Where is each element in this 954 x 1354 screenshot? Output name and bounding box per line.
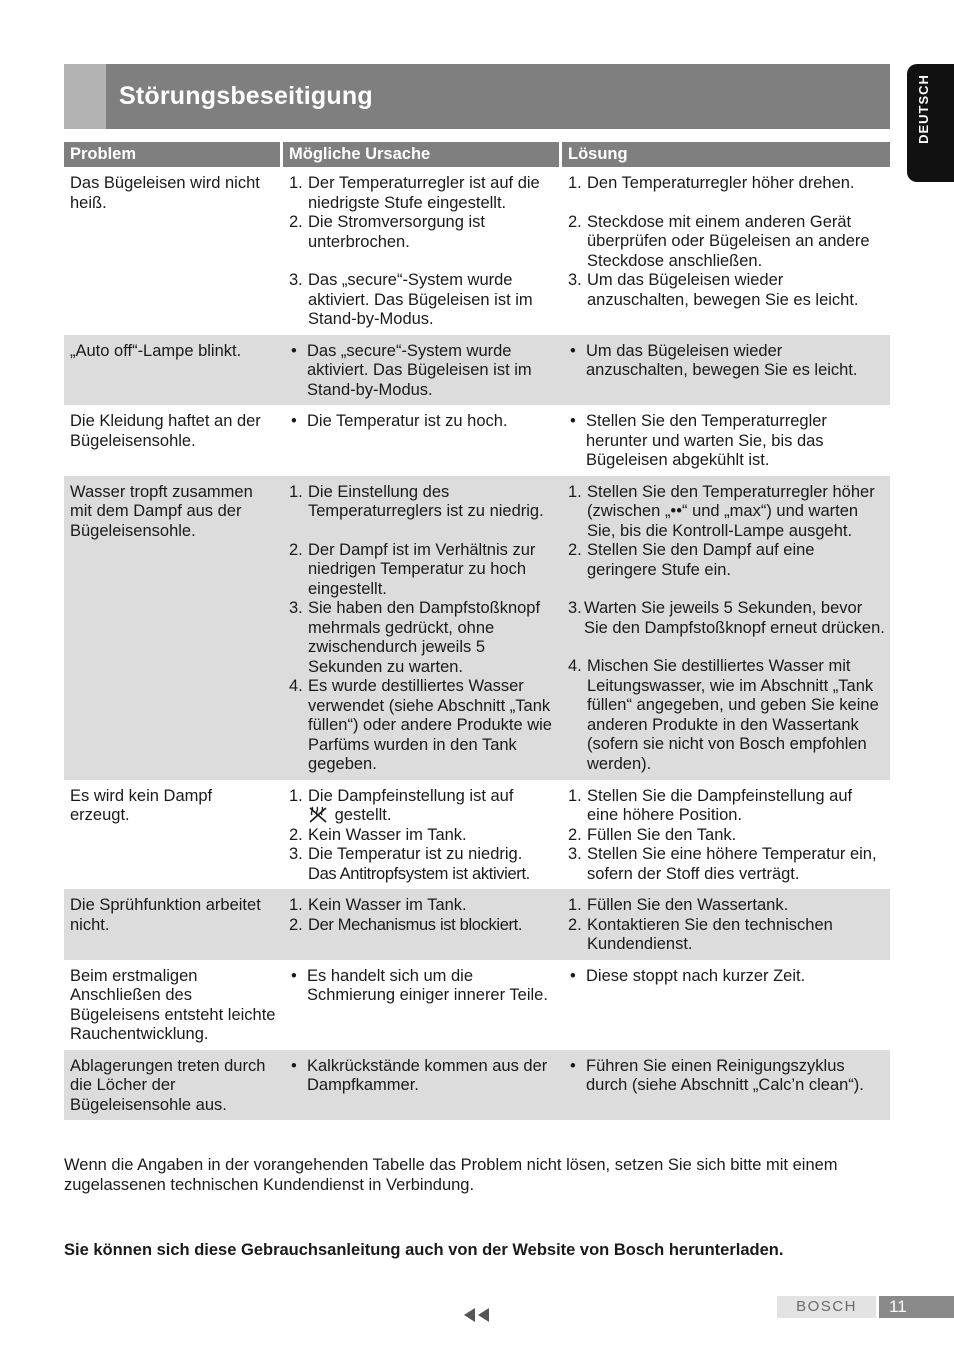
column-header-problem: Problem bbox=[64, 142, 280, 167]
solution-cell bbox=[559, 335, 890, 406]
problem-cell: Die Kleidung haftet an der Bügeleisensohle. bbox=[70, 412, 261, 450]
list-item: 3. Sie haben den Dampfstoßknopf mehrmals gedrückt, ohne zwischendurch jeweils 5 Sekunden zu warten. bbox=[289, 599, 541, 676]
list-item: 2. Kontaktieren Sie den technischen Kundendienst. bbox=[568, 915, 833, 953]
list-item: 3. Um das Bügeleisen wieder anzuschalten, bewegen Sie es leicht. bbox=[568, 271, 859, 309]
problem-cell: „Auto off“-Lampe blinkt. bbox=[64, 335, 280, 406]
list-item: 3. Stellen Sie eine höhere Temperatur ein, sofern der Stoff dies verträgt. bbox=[568, 845, 877, 883]
cause-cell bbox=[280, 476, 559, 780]
solution-cell bbox=[559, 405, 890, 476]
list-item: 1. Die Einstellung des Temperaturreglers ist zu niedrig. bbox=[289, 482, 544, 520]
cause-cell bbox=[280, 889, 559, 960]
list-item: 2. Der Mechanismus ist blockiert. bbox=[289, 915, 523, 934]
solution-cell bbox=[559, 960, 890, 1050]
problem-cell: Das Bügeleisen wird nicht heiß. bbox=[70, 174, 260, 212]
problem-cell: Die Sprühfunktion arbeitet nicht. bbox=[64, 889, 280, 960]
problem-cell: Wasser tropft zusammen mit dem Dampf aus der Bügeleisensohle. bbox=[64, 476, 280, 780]
column-header-solution: Lösung bbox=[559, 142, 890, 167]
list-item: • Es handelt sich um die Schmierung einiger innerer Teile. bbox=[291, 966, 548, 1004]
list-item: 2. Füllen Sie den Tank. bbox=[568, 825, 737, 844]
list-item: 1. Stellen Sie den Temperaturregler höher (zwischen „••“ und „max“) und warten Sie, bis die Kontroll-Lampe ausgeht. bbox=[568, 482, 875, 540]
cause-cell bbox=[280, 780, 559, 890]
section-header bbox=[64, 64, 890, 129]
table-row bbox=[64, 1050, 890, 1121]
double-left-arrow-icon[interactable] bbox=[463, 1307, 493, 1323]
brand-label: BOSCH bbox=[777, 1296, 876, 1318]
download-note: Sie können sich diese Gebrauchsanleitung auch von der Website von Bosch herunterladen. bbox=[64, 1241, 784, 1259]
list-item: 3. Das „secure“-System wurde aktiviert. Das Bügeleisen ist im Stand-by-Modus. bbox=[289, 271, 533, 328]
list-item: 4. Mischen Sie destilliertes Wasser mit Leitungswasser, wie im Abschnitt „Tank füllen“ angegeben, und geben Sie keine anderen Produkte in den Wassertank (sofern sie nicht von Bosch empfohlen werden). bbox=[568, 657, 879, 773]
list-item: • Kalkrückstände kommen aus der Dampfkammer. bbox=[291, 1056, 548, 1094]
solution-cell bbox=[559, 1050, 890, 1121]
language-tab-label: DEUTSCH bbox=[916, 74, 931, 144]
table-row bbox=[64, 889, 890, 960]
header-accent-square bbox=[64, 64, 106, 129]
list-item: • Um das Bügeleisen wieder anzuschalten, bewegen Sie es leicht. bbox=[570, 341, 858, 379]
table-header-row bbox=[64, 142, 890, 167]
list-item: 1. Kein Wasser im Tank. bbox=[289, 896, 467, 914]
list-item: 2. Der Dampf ist im Verhältnis zur niedrigen Temperatur zu hoch eingestellt. bbox=[289, 540, 536, 598]
list-item: • Das „secure“-System wurde aktiviert. Das Bügeleisen ist im Stand-by-Modus. bbox=[291, 341, 532, 399]
list-item: 1. Der Temperaturregler ist auf die niedrigste Stufe eingestellt. bbox=[289, 174, 540, 212]
list-item: 3. Die Temperatur ist zu niedrig. Das Antitropfsystem ist aktiviert. bbox=[289, 845, 530, 883]
solution-cell bbox=[559, 780, 890, 890]
table-row bbox=[64, 476, 890, 780]
list-item: 2. Kein Wasser im Tank. bbox=[289, 825, 467, 844]
table-row bbox=[64, 405, 890, 476]
table-row bbox=[64, 960, 890, 1050]
table-row bbox=[64, 167, 890, 335]
problem-cell: Beim erstmaligen Anschließen des Bügeleisens entsteht leichte Rauchentwicklung. bbox=[70, 966, 276, 1043]
page-number: 11 bbox=[879, 1296, 954, 1318]
list-item: 1. Stellen Sie die Dampfeinstellung auf eine höhere Position. bbox=[568, 786, 853, 824]
cause-cell bbox=[280, 1050, 559, 1121]
problem-cell: Es wird kein Dampf erzeugt. bbox=[70, 786, 213, 824]
column-header-cause: Mögliche Ursache bbox=[280, 142, 559, 167]
list-item: 1. Die Dampfeinstellung ist auf gestellt. bbox=[289, 786, 514, 824]
cause-cell bbox=[280, 167, 559, 335]
list-item: • Führen Sie einen Reinigungszyklus durch (siehe Abschnitt „Calc’n clean“). bbox=[570, 1056, 864, 1094]
solution-cell bbox=[559, 476, 890, 780]
troubleshooting-table bbox=[64, 142, 890, 1120]
list-item: • Stellen Sie den Temperaturregler herunter und warten Sie, bis das Bügeleisen abgekühlt ist. bbox=[570, 412, 827, 469]
list-item: 1. Den Temperaturregler höher drehen. bbox=[568, 174, 855, 192]
solution-cell bbox=[559, 889, 890, 960]
list-item: 2. Stellen Sie den Dampf auf eine geringere Stufe ein. bbox=[568, 541, 815, 579]
page-title: Störungsbeseitigung bbox=[119, 82, 373, 110]
list-item: 1. Füllen Sie den Wassertank. bbox=[568, 896, 789, 914]
language-tab[interactable] bbox=[907, 64, 954, 182]
cause-cell bbox=[280, 335, 559, 406]
cause-cell bbox=[280, 960, 559, 1050]
list-item: • Diese stoppt nach kurzer Zeit. bbox=[570, 966, 806, 985]
table-row bbox=[64, 335, 890, 406]
list-item: 4. Es wurde destilliertes Wasser verwendet (siehe Abschnitt „Tank füllen“) oder andere Produkte wie Parfüms wurden in den Tank gegeben. bbox=[289, 677, 552, 773]
table-row bbox=[64, 780, 890, 890]
cause-cell bbox=[280, 405, 559, 476]
list-item: 2. Die Stromversorgung ist unterbrochen. bbox=[289, 213, 485, 251]
list-item: 3. Warten Sie jeweils 5 Sekunden, bevor Sie den Dampfstoßknopf erneut drücken. bbox=[568, 599, 885, 637]
problem-cell: Ablagerungen treten durch die Löcher der Bügeleisensohle aus. bbox=[64, 1050, 280, 1121]
list-item: 2. Steckdose mit einem anderen Gerät überprüfen oder Bügeleisen an andere Steckdose anschließen. bbox=[568, 212, 870, 270]
no-steam-icon bbox=[308, 806, 330, 823]
list-item: • Die Temperatur ist zu hoch. bbox=[291, 412, 508, 430]
solution-cell bbox=[559, 167, 890, 335]
footer-note: Wenn die Angaben in der vorangehenden Tabelle das Problem nicht lösen, setzen Sie sich bitte mit einem zugelassenen technischen Kundendienst in Verbindung. bbox=[64, 1156, 838, 1194]
